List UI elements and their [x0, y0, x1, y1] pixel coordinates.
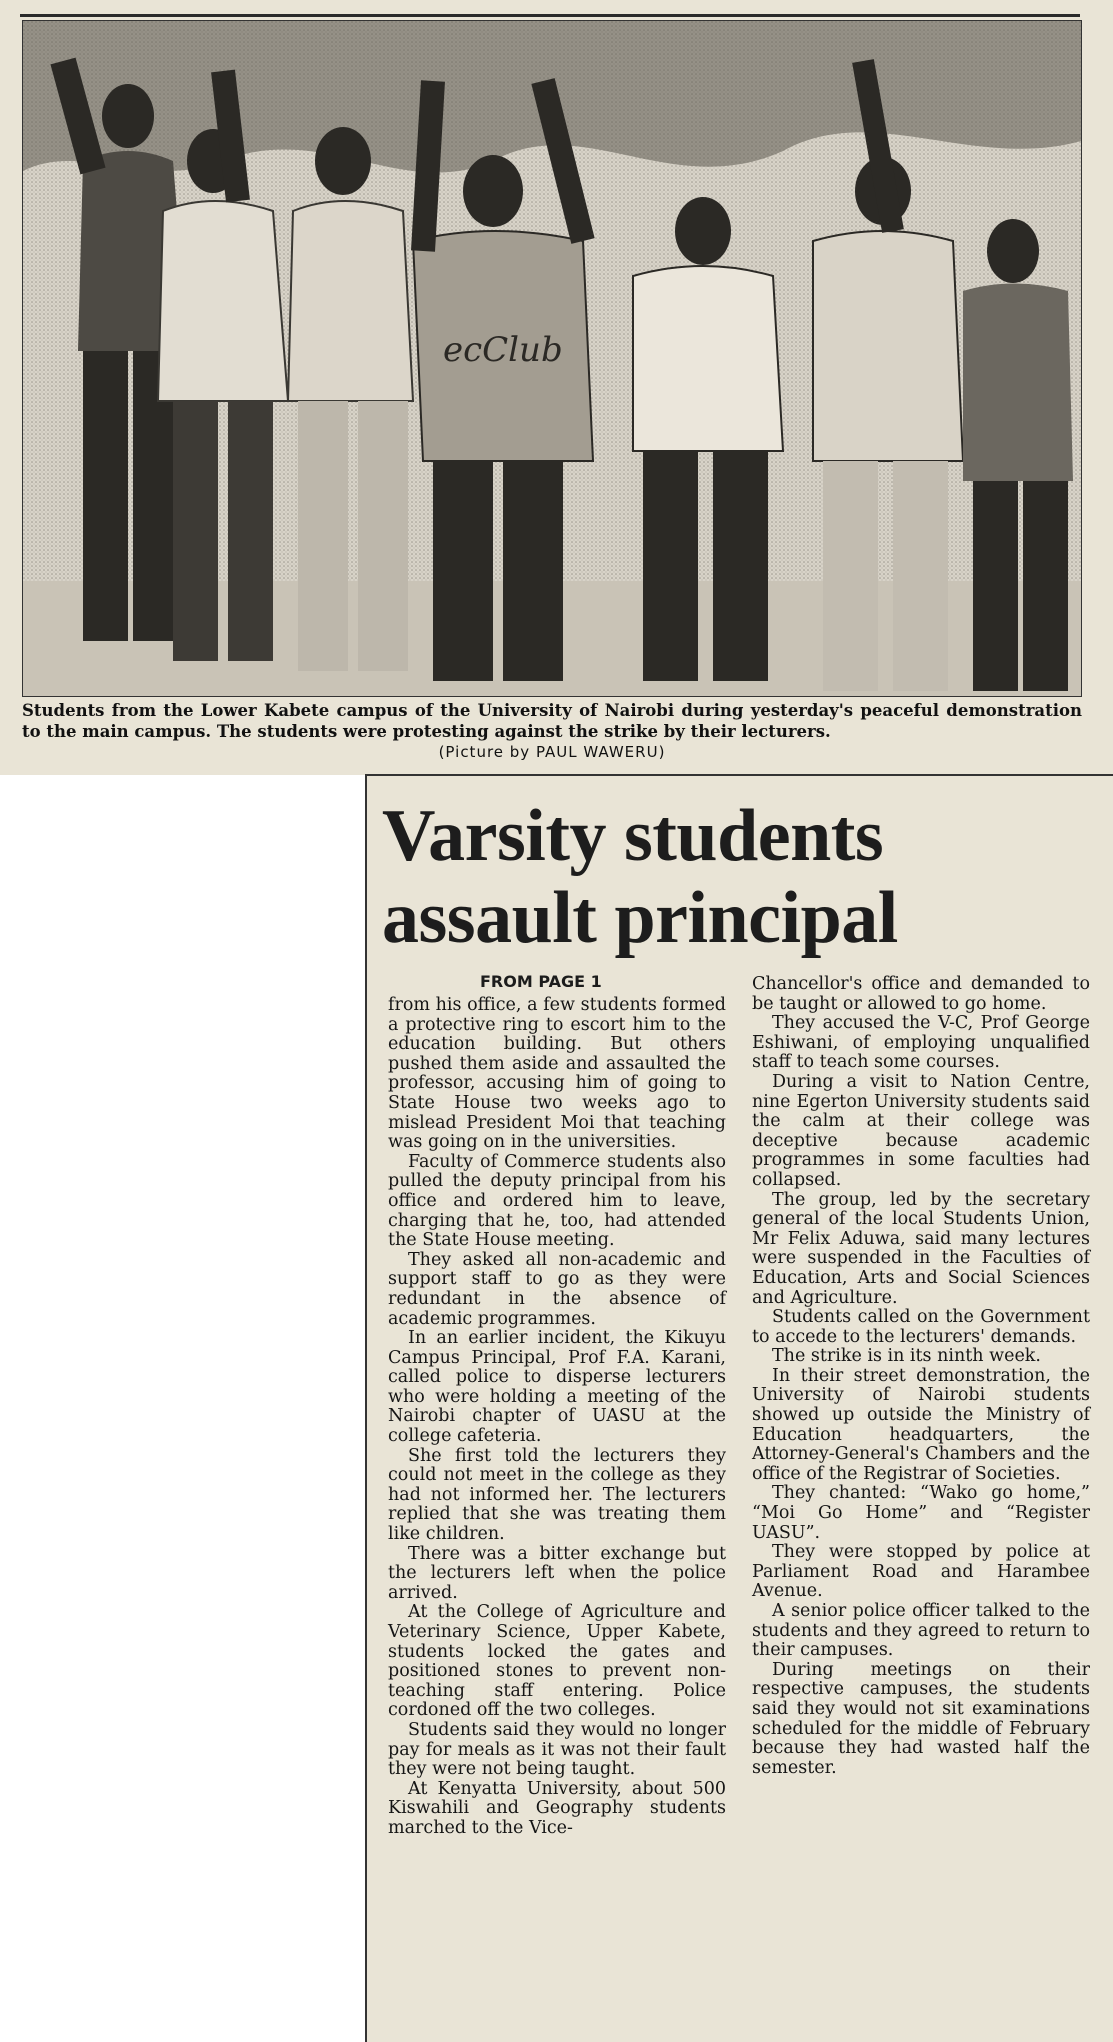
article-paragraph: The group, led by the secretary general of the local Students Union, Mr Felix Aduwa, said many lectures were suspended in the Faculties of Education, Arts and Social Sciences and Agriculture. [752, 1189, 1090, 1308]
blank-area [0, 775, 365, 2042]
article-paragraph: In their street demonstration, the University of Nairobi students showed up outside the Ministry of Education headquarters, the Attorney-General's Chambers and the office of the Registrar of Societies. [752, 1365, 1090, 1484]
article-paragraph: She first told the lecturers they could not meet in the college as they had not informed her. The lecturers replied that she was treating them like children. [388, 1445, 726, 1545]
article-paragraph: They accused the V-C, Prof George Eshiwani, of employing unqualified staff to teach some courses. [752, 1013, 1090, 1073]
article-paragraph: Faculty of Commerce students also pulled the deputy principal from his office and ordered him to leave, charging that he, too, had attended the State House meeting. [388, 1151, 726, 1251]
article-paragraph: They chanted: “Wako go home,” “Moi Go Home” and “Register UASU”. [752, 1483, 1090, 1543]
article-paragraph: They asked all non-academic and support staff to go as they were redundant in the absence of academic programmes. [388, 1249, 726, 1329]
headline-line-1: Varsity students [382, 795, 884, 877]
article-paragraph: from his office, a few students formed a protective ring to escort him to the education building. But others pushed them aside and assaulted the professor, accusing him of going to State House two weeks ago to mislead President Moi that teaching was going on in the universities. [388, 995, 726, 1153]
article-paragraph: Chancellor's office and demanded to be taught or allowed to go home. [752, 974, 1090, 1014]
from-page-label: FROM PAGE 1 [480, 972, 602, 991]
article-paragraph: The strike is in its ninth week. [772, 1346, 1041, 1367]
article-paragraph: A senior police officer talked to the students and they agreed to return to their campuses. [752, 1601, 1090, 1661]
headline-line-2: assault principal [382, 877, 898, 959]
article-column-1 [388, 996, 726, 1839]
headline [382, 795, 1082, 959]
protest-photo [22, 20, 1082, 697]
article-frame-top [365, 774, 1113, 776]
article-paragraph: Students called on the Government to accede to the lecturers' demands. [752, 1307, 1090, 1347]
sweater-text: ecClub [443, 330, 563, 370]
article-paragraph: In an earlier incident, the Kikuyu Campus Principal, Prof F.A. Karani, called police to disperse lecturers who were holding a meeting of the Nairobi chapter of UASU at the college cafeteria. [388, 1328, 726, 1447]
protest-photo-illustration [23, 21, 1081, 696]
article-paragraph: They were stopped by police at Parliament Road and Harambee Avenue. [752, 1542, 1090, 1602]
caption-text: Students from the Lower Kabete campus of the University of Nairobi during yesterday's peaceful demonstration to the main campus. The students were protesting against the strike by their lecturers. [22, 701, 1082, 741]
article-column-2 [752, 975, 1090, 1778]
article-paragraph: There was a bitter exchange but the lecturers left when the police arrived. [388, 1543, 726, 1603]
photo-credit: (Picture by PAUL WAWERU) [438, 743, 666, 761]
photo-caption [22, 700, 1082, 763]
article-paragraph: At Kenyatta University, about 500 Kiswahili and Geography students marched to the Vice- [388, 1778, 726, 1838]
article-paragraph: Students said they would no longer pay for meals as it was not their fault they were not being taught. [388, 1719, 726, 1780]
article-paragraph: During meetings on their respective campuses, the students said they would not sit examinations scheduled for the middle of February because they had wasted half the semester. [752, 1659, 1090, 1778]
top-rule [20, 14, 1080, 17]
article-paragraph: During a visit to Nation Centre, nine Egerton University students said the calm at their college was deceptive because academic programmes in some faculties had collapsed. [752, 1071, 1090, 1190]
article-frame-left [365, 775, 367, 2042]
article-paragraph: At the College of Agriculture and Veterinary Science, Upper Kabete, students locked the gates and positioned stones to prevent non-teaching staff entering. Police cordoned off the two colleges. [388, 1602, 726, 1721]
